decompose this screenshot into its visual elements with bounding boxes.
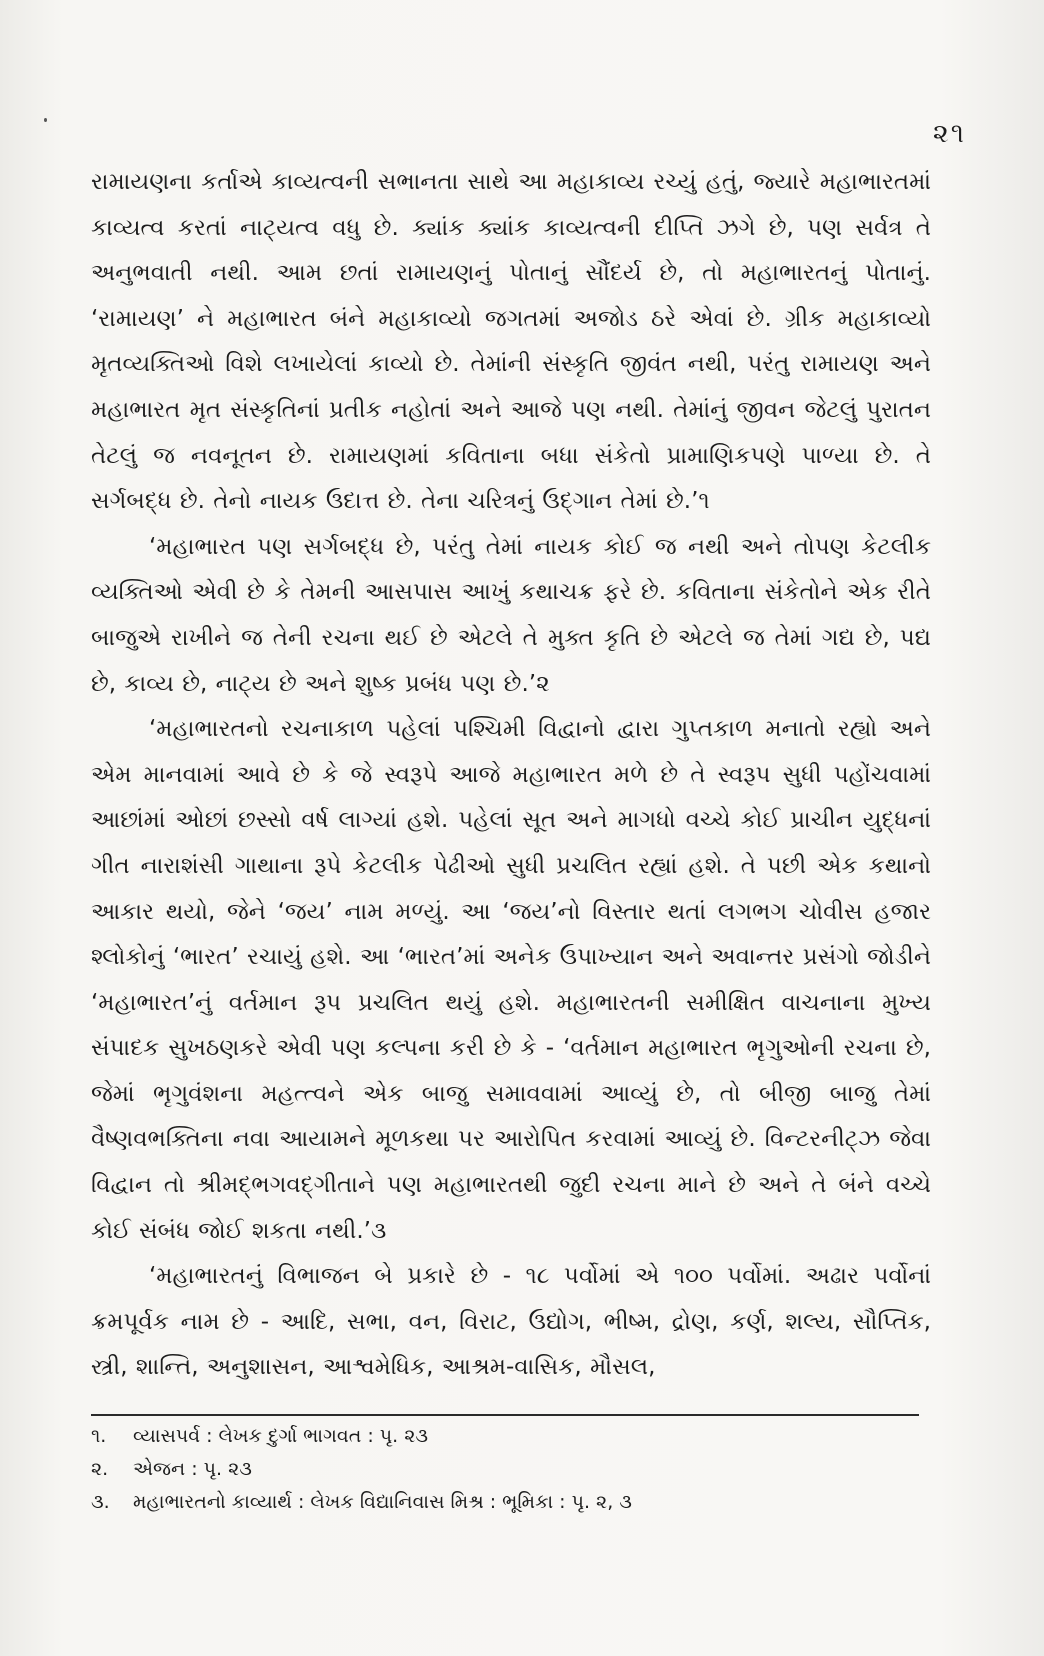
footnote-number: ૨. — [91, 1458, 109, 1480]
footnote-text: મહાભારતનો કાવ્યાર્થ : લેખક વિદ્યાનિવાસ મિશ્ર : ભૂમિકા : પૃ. ૨, ૩ — [133, 1491, 632, 1513]
paragraph-3: ‘મહાભારતનો રચનાકાળ પહેલાં પશ્ચિમી વિદ્વાનો દ્વારા ગુપ્તકાળ મનાતો રહ્યો અને એમ માનવામાં આવે છે કે જે સ્વરૂપે આજે મહાભારત મળે છે તે સ્વરૂપ સુધી પહોંચવામાં આછાંમાં ઓછાં છસ્સો વર્ષ લાગ્યાં હશે. પહેલાં સૂત અને માગધો વચ્ચે કોઈ પ્રાચીન યુદ્ધનાં ગીત નારાશંસી ગાથાના રૂપે કેટલીક પેઢીઓ સુધી પ્રચલિત રહ્યાં હશે. તે પછી એક કથાનો આકાર થયો, જેને ‘જય’ નામ મળ્યું. આ ‘જય’નો વિસ્તાર થતાં લગભગ ચોવીસ હજાર શ્લોકોનું ‘ભારત’ રચાયું હશે. આ ‘ભારત’માં અનેક ઉપાખ્યાન અને અવાન્તર પ્રસંગો જોડીને ‘મહાભારત’નું વર્તમાન રૂપ પ્રચલિત થયું હશે. મહાભારતની સમીક્ષિત વાચનાના મુખ્ય સંપાદક સુખઠણકરે એવી પણ કલ્પના કરી છે કે - ‘વર્તમાન મહાભારત ભૃગુઓની રચના છે, જેમાં ભૃગુવંશના મહત્ત્વને એક બાજુ સમાવવામાં આવ્યું છે, તો બીજી બાજુ તેમાં વૈષ્ણવભક્તિના નવા આયામને મૂળકથા પર આરોપિત કરવામાં આવ્યું છે. વિન્ટરનીટ્ઝ જેવા વિદ્વાન તો શ્રીમદ્‌ભગવદ્‌ગીતાને પણ મહાભારતથી જુદી રચના માને છે અને તે બંને વચ્ચે કોઈ સંબંધ જોઈ શકતા નથી.’૩ — [91, 716, 931, 1244]
footnote-1 — [91, 1420, 931, 1453]
body-text — [91, 160, 931, 1391]
footnote-text: એજન : પૃ. ૨૩ — [133, 1458, 252, 1480]
paragraph-4: ‘મહાભારતનું વિભાજન બે પ્રકારે છે - ૧૮ પર્વોમાં એ ૧૦૦ પર્વોમાં. અઢાર પર્વોનાં ક્રમપૂર્વક નામ છે - આદિ, સભા, વન, વિરાટ, ઉદ્યોગ, ભીષ્મ, દ્રોણ, કર્ણ, શલ્ય, સૌપ્તિક, સ્ત્રી, શાન્તિ, અનુશાસન, આશ્વમેધિક, આશ્રમ-વાસિક, મૌસલ, — [91, 1263, 931, 1381]
page-number: ૨૧ — [932, 118, 966, 149]
paragraph-1: રામાયણના કર્તાએ કાવ્યત્વની સભાનતા સાથે આ મહાકાવ્ય રચ્યું હતું, જ્યારે મહાભારતમાં કાવ્યત્વ કરતાં નાટ્યત્વ વધુ છે. ક્યાંક ક્યાંક કાવ્યત્વની દીપ્તિ ઝગે છે, પણ સર્વત્ર તે અનુભવાતી નથી. આમ છતાં રામાયણનું પોતાનું સૌંદર્ય છે, તો મહાભારતનું પોતાનું. ‘રામાયણ’ ને મહાભારત બંને મહાકાવ્યો જગતમાં અજોડ ઠરે એવાં છે. ગ્રીક મહાકાવ્યો મૃતવ્યક્તિઓ વિશે લખાયેલાં કાવ્યો છે. તેમાંની સંસ્કૃતિ જીવંત નથી, પરંતુ રામાયણ અને મહાભારત મૃત સંસ્કૃતિનાં પ્રતીક નહોતાં અને આજે પણ નથી. તેમાંનું જીવન જેટલું પુરાતન તેટલું જ નવનૂતન છે. રામાયણમાં કવિતાના બધા સંકેતો પ્રામાણિકપણે પાળ્યા છે. તે સર્ગબદ્ધ છે. તેનો નાયક ઉદાત્ત છે. તેના ચરિત્રનું ઉદ્‌ગાન તેમાં છે.’૧ — [91, 169, 931, 515]
paragraph-2: ‘મહાભારત પણ સર્ગબદ્ધ છે, પરંતુ તેમાં નાયક કોઈ જ નથી અને તોપણ કેટલીક વ્યક્તિઓ એવી છે કે તેમની આસપાસ આખું કથાચક્ર ફરે છે. કવિતાના સંકેતોને એક રીતે બાજુએ રાખીને જ તેની રચના થઈ છે એટલે તે મુક્ત કૃતિ છે એટલે જ તેમાં ગદ્ય છે, પદ્ય છે, કાવ્ય છે, નાટ્ય છે અને શુષ્ક પ્રબંધ પણ છે.’૨ — [91, 533, 931, 697]
footnote-3 — [91, 1486, 931, 1519]
print-speck — [44, 118, 47, 122]
footnotes — [91, 1420, 931, 1519]
footnote-divider — [91, 1414, 919, 1416]
footnote-number: ૩. — [91, 1491, 110, 1513]
footnote-2 — [91, 1453, 931, 1486]
footnote-number: ૧. — [91, 1425, 107, 1447]
footnote-text: વ્યાસપર્વ : લેખક દુર્ગા ભાગવત : પૃ. ૨૩ — [133, 1425, 429, 1447]
